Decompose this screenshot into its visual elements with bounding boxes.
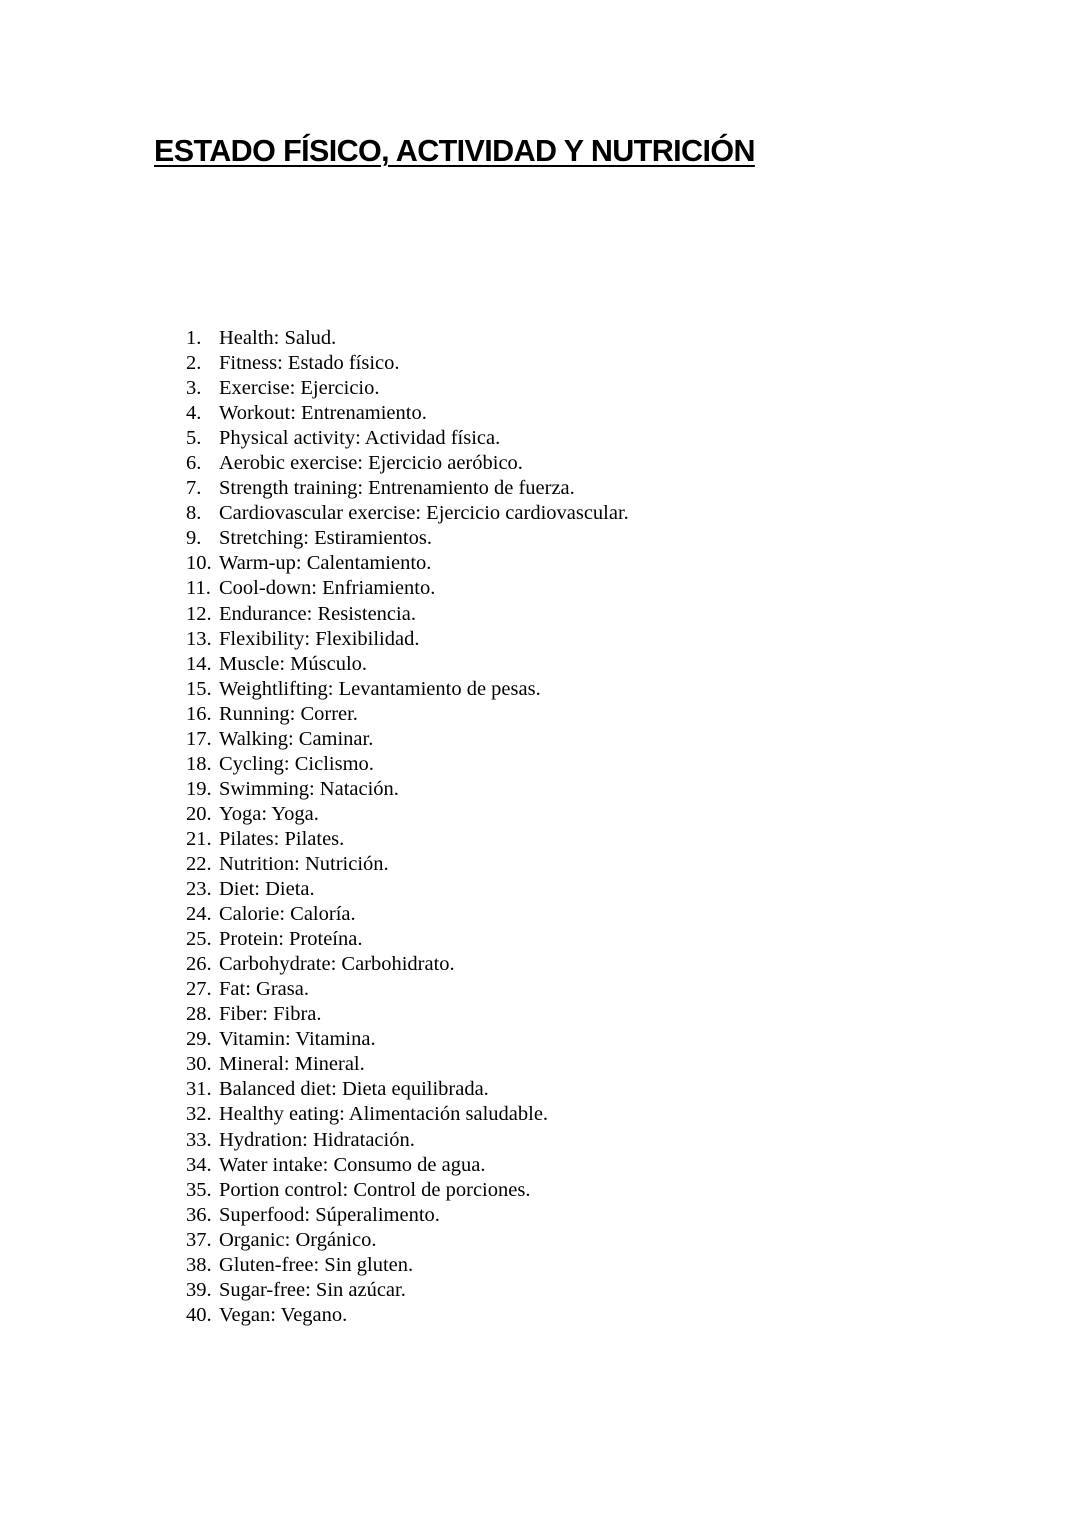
list-item-number: 15. — [186, 677, 212, 700]
list-item-number: 40. — [186, 1303, 212, 1326]
list-item-number: 3. — [186, 377, 202, 400]
list-item — [186, 351, 629, 376]
list-item — [186, 1002, 629, 1027]
list-item-text: Yoga: Yoga. — [219, 802, 319, 825]
list-item — [186, 1178, 629, 1203]
list-item-number: 16. — [186, 702, 212, 725]
list-item — [186, 1253, 629, 1278]
list-item-number: 28. — [186, 1003, 212, 1026]
list-item-number: 1. — [186, 327, 202, 349]
list-item-text: Vitamin: Vitamina. — [219, 1028, 376, 1051]
list-item-number: 36. — [186, 1203, 212, 1226]
list-item-text: Pilates: Pilates. — [219, 827, 345, 850]
list-item — [186, 551, 629, 576]
list-item — [186, 977, 629, 1002]
list-item-text: Gluten-free: Sin gluten. — [219, 1253, 414, 1276]
list-item-text: Stretching: Estiramientos. — [219, 527, 432, 550]
list-item-number: 29. — [186, 1028, 212, 1051]
list-item — [186, 777, 629, 802]
list-item — [186, 877, 629, 902]
list-item — [186, 1278, 629, 1303]
list-item-text: Fitness: Estado físico. — [219, 352, 400, 375]
list-item-number: 18. — [186, 752, 212, 775]
list-item — [186, 1077, 629, 1102]
list-item-number: 17. — [186, 727, 212, 750]
list-item-number: 38. — [186, 1253, 212, 1276]
list-item-number: 20. — [186, 802, 212, 825]
list-item — [186, 727, 629, 752]
list-item-number: 12. — [186, 602, 212, 625]
list-item — [186, 602, 629, 627]
list-item-number: 9. — [186, 527, 202, 550]
list-item-number: 31. — [186, 1078, 212, 1101]
list-item — [186, 902, 629, 927]
list-item — [186, 1153, 629, 1178]
list-item-text: Physical activity: Actividad física. — [219, 427, 501, 450]
list-item-text: Cool-down: Enfriamiento. — [219, 577, 436, 600]
list-item-number: 13. — [186, 627, 212, 650]
list-item-number: 5. — [186, 427, 202, 450]
list-item-number: 39. — [186, 1278, 212, 1301]
list-item — [186, 652, 629, 677]
list-item-number: 10. — [186, 552, 212, 575]
list-item — [186, 802, 629, 827]
list-item-text: Calorie: Caloría. — [219, 903, 356, 926]
list-item-number: 35. — [186, 1178, 212, 1201]
list-item — [186, 677, 629, 702]
list-item-text: Balanced diet: Dieta equilibrada. — [219, 1078, 489, 1101]
list-item-text: Organic: Orgánico. — [219, 1228, 377, 1251]
list-item-text: Endurance: Resistencia. — [219, 602, 416, 625]
list-item — [186, 952, 629, 977]
list-item-number: 24. — [186, 903, 212, 926]
list-item-text: Mineral: Mineral. — [219, 1053, 365, 1076]
list-item-text: Warm-up: Calentamiento. — [219, 552, 432, 575]
list-item-text: Portion control: Control de porciones. — [219, 1178, 531, 1201]
vocabulary-list — [186, 326, 629, 1328]
list-item-text: Swimming: Natación. — [219, 777, 399, 800]
list-item — [186, 627, 629, 652]
list-item-number: 8. — [186, 502, 202, 525]
list-item — [186, 702, 629, 727]
list-item-text: Superfood: Súperalimento. — [219, 1203, 440, 1226]
list-item-number: 27. — [186, 978, 212, 1001]
list-item-text: Workout: Entrenamiento. — [219, 402, 427, 425]
list-item-number: 21. — [186, 827, 212, 850]
list-item — [186, 1203, 629, 1228]
list-item-number: 4. — [186, 402, 202, 425]
list-item-text: Cycling: Ciclismo. — [219, 752, 374, 775]
list-item-text: Strength training: Entrenamiento de fuerza. — [219, 477, 575, 500]
list-item-number: 6. — [186, 452, 202, 475]
list-item-text: Healthy eating: Alimentación saludable. — [219, 1103, 549, 1126]
list-item — [186, 1052, 629, 1077]
list-item — [186, 927, 629, 952]
list-item-number: 25. — [186, 928, 212, 951]
list-item — [186, 1102, 629, 1127]
list-item — [186, 1027, 629, 1052]
list-item-text: Flexibility: Flexibilidad. — [219, 627, 420, 650]
list-item-number: 7. — [186, 477, 202, 500]
list-item — [186, 1228, 629, 1253]
list-item-text: Water intake: Consumo de agua. — [219, 1153, 486, 1176]
list-item — [186, 476, 629, 501]
list-item-text: Protein: Proteína. — [219, 928, 363, 951]
list-item-number: 22. — [186, 852, 212, 875]
list-item — [186, 526, 629, 551]
list-item — [186, 426, 629, 451]
list-item-number: 33. — [186, 1128, 212, 1151]
list-item — [186, 401, 629, 426]
list-item — [186, 827, 629, 852]
page-title: ESTADO FÍSICO, ACTIVIDAD Y NUTRICIÓN — [154, 134, 755, 168]
list-item — [186, 376, 629, 401]
list-item — [186, 1303, 629, 1328]
list-item-text: Running: Correr. — [219, 702, 358, 725]
list-item — [186, 1128, 629, 1153]
list-item — [186, 326, 629, 351]
list-item — [186, 752, 629, 777]
list-item-text: Walking: Caminar. — [219, 727, 374, 750]
list-item-text: Muscle: Músculo. — [219, 652, 368, 675]
list-item-number: 30. — [186, 1053, 212, 1076]
list-item-number: 26. — [186, 953, 212, 976]
list-item-text: Diet: Dieta. — [219, 878, 315, 901]
list-item-text: Hydration: Hidratación. — [219, 1128, 415, 1151]
list-item-text: Carbohydrate: Carbohidrato. — [219, 953, 455, 976]
list-item-text: Sugar-free: Sin azúcar. — [219, 1278, 406, 1301]
list-item-text: Health: Salud. — [219, 327, 337, 349]
list-item-text: Exercise: Ejercicio. — [219, 377, 380, 400]
list-item-text: Aerobic exercise: Ejercicio aeróbico. — [219, 452, 523, 475]
list-item — [186, 501, 629, 526]
list-item-text: Weightlifting: Levantamiento de pesas. — [219, 677, 541, 700]
list-item-text: Fat: Grasa. — [219, 978, 309, 1001]
list-item — [186, 852, 629, 877]
list-item-number: 2. — [186, 352, 202, 375]
list-item-number: 37. — [186, 1228, 212, 1251]
list-item-number: 14. — [186, 652, 212, 675]
list-item-number: 32. — [186, 1103, 212, 1126]
list-item-text: Nutrition: Nutrición. — [219, 852, 389, 875]
list-item-text: Vegan: Vegano. — [219, 1303, 348, 1326]
list-item — [186, 451, 629, 476]
list-item-number: 34. — [186, 1153, 212, 1176]
list-item-text: Fiber: Fibra. — [219, 1003, 322, 1026]
list-item-number: 23. — [186, 878, 212, 901]
list-item — [186, 576, 629, 601]
list-item-number: 19. — [186, 777, 212, 800]
list-item-text: Cardiovascular exercise: Ejercicio cardiovascular. — [219, 502, 629, 525]
list-item-number: 11. — [186, 577, 211, 600]
